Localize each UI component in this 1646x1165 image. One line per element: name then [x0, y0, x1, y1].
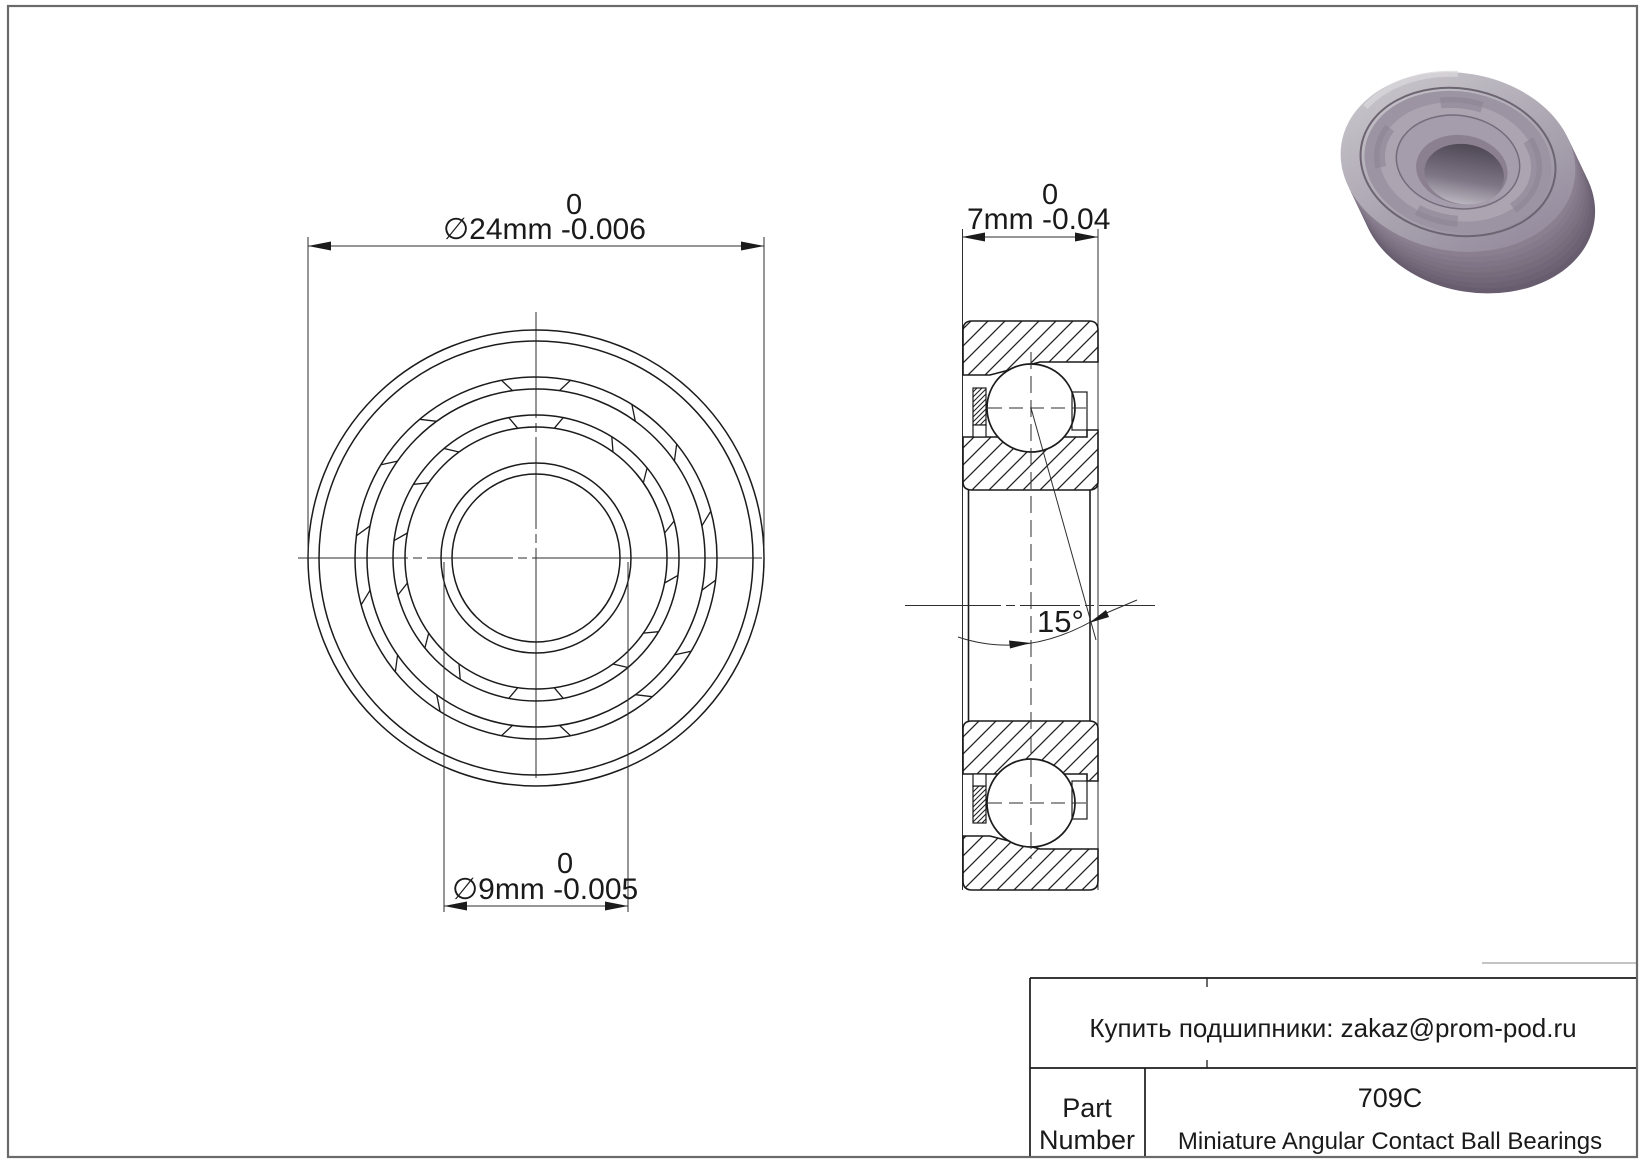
title-block [1030, 963, 1636, 1156]
bore-diameter-upper-tolerance: 0 [557, 848, 574, 880]
width-label: 7mm -0.04 [967, 203, 1111, 236]
iso-view [1322, 56, 1615, 310]
front-view [298, 189, 774, 912]
width-upper-tolerance: 0 [1042, 179, 1059, 211]
outer-diameter-label: ∅24mm -0.006 [443, 213, 646, 246]
angle-arrow-left [1009, 641, 1031, 649]
width-dimension [962, 179, 1110, 242]
outer-diameter-upper-tolerance: 0 [566, 189, 583, 221]
part-number-value: 709C [1357, 1083, 1423, 1113]
part-number-label-line2: Number [1038, 1125, 1136, 1155]
dim-arrow-left [308, 242, 331, 251]
part-number-label-line1: Part [1062, 1093, 1112, 1123]
section-view [905, 179, 1155, 890]
bore-diameter-label: ∅9mm -0.005 [452, 873, 639, 906]
dim-arrow-right [741, 242, 764, 251]
contact-angle-label: 15° [1037, 604, 1084, 639]
supplier-note: Купить подшипники: zakaz@prom-pod.ru [1089, 1013, 1577, 1043]
angle-arrow-right [1089, 610, 1109, 623]
part-description: Miniature Angular Contact Ball Bearings [1177, 1128, 1603, 1155]
